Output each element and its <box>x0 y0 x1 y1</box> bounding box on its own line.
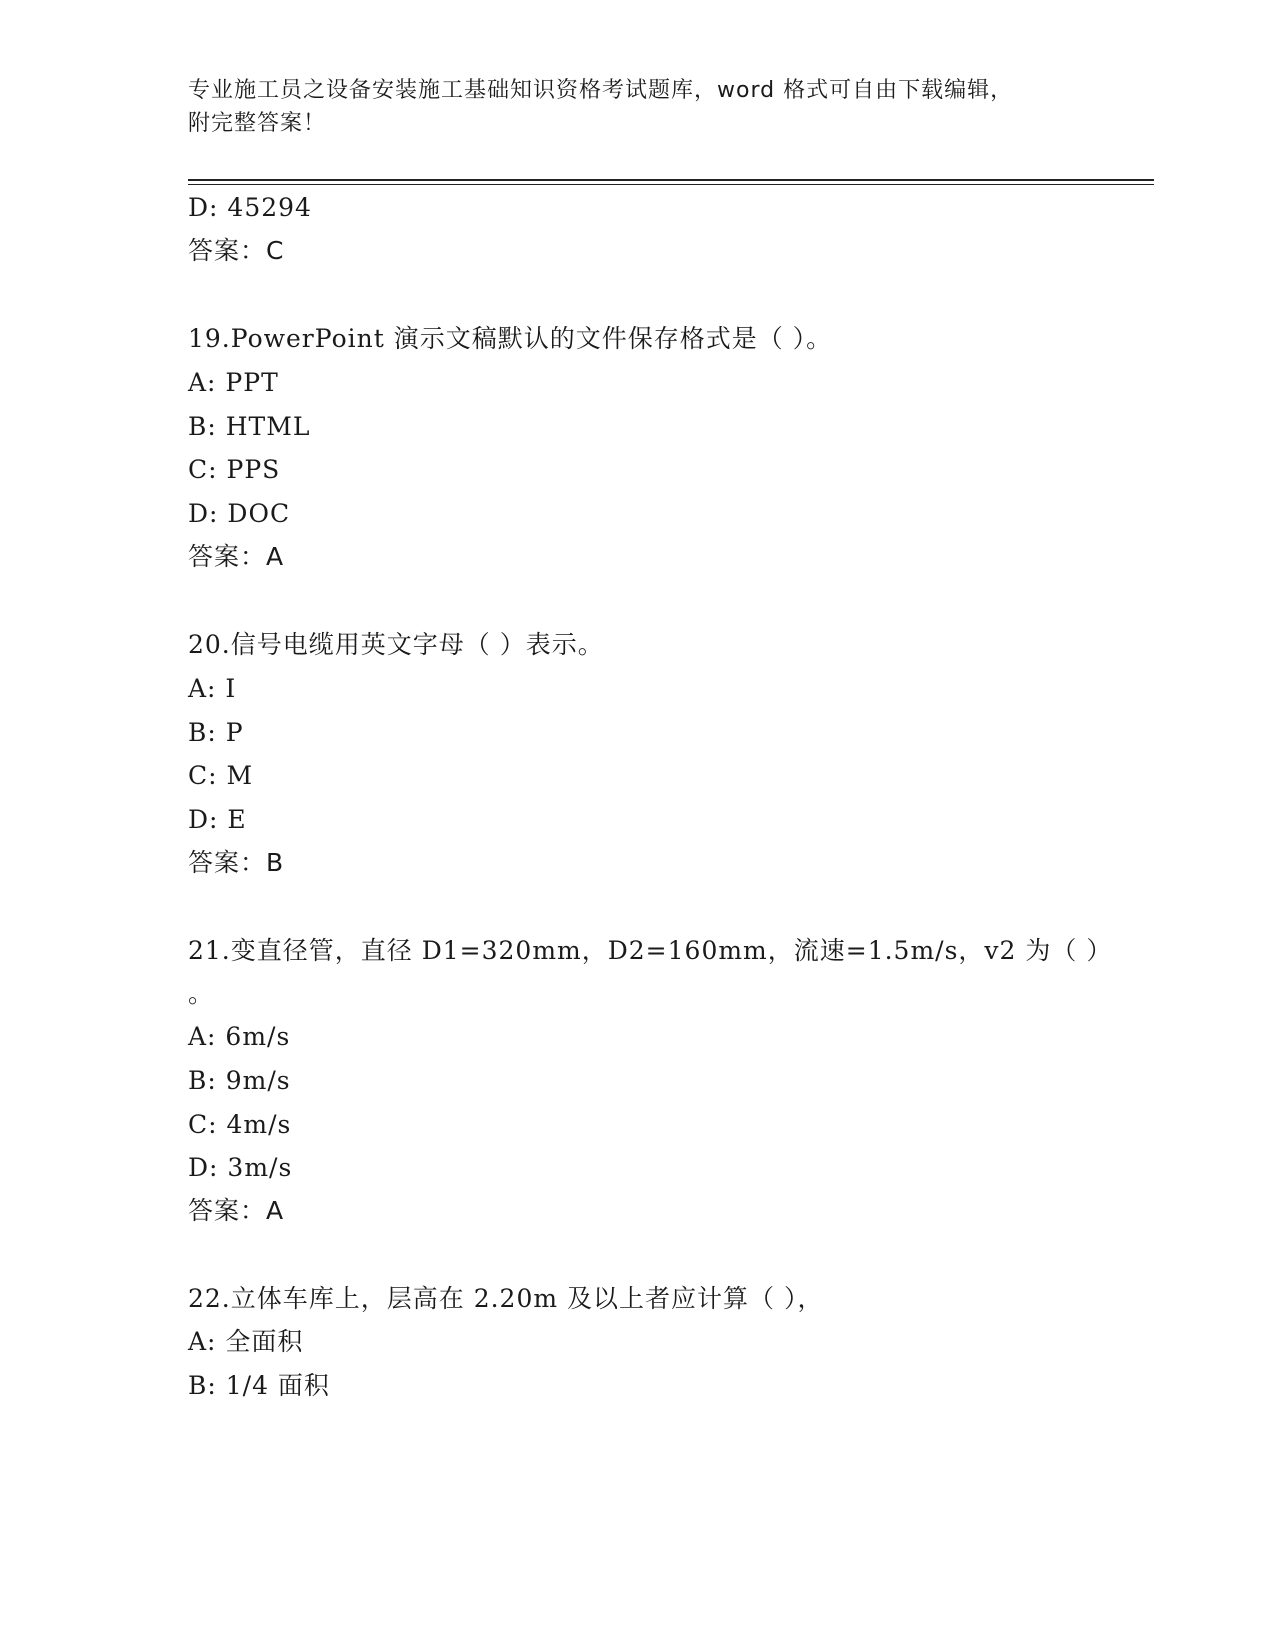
question-21-answer: 答案：A <box>188 1196 285 1225</box>
question-21-option-d: D: 3m/s <box>188 1153 293 1182</box>
answer: 答案：C <box>188 236 285 265</box>
header-divider-thin <box>188 184 1154 185</box>
question-19-option-b: B: HTML <box>188 412 311 441</box>
question-19-answer: 答案：A <box>188 542 285 571</box>
header-divider-thick <box>188 179 1154 181</box>
question-21-option-b: B: 9m/s <box>188 1066 291 1095</box>
question-20-option-d: D: E <box>188 805 247 834</box>
question-21-option-c: C: 4m/s <box>188 1110 292 1139</box>
document-header <box>188 74 1068 140</box>
option-d: D: 45294 <box>188 193 312 222</box>
question-21-option-a: A: 6m/s <box>188 1022 291 1051</box>
question-19-option-c: C: PPS <box>188 455 281 484</box>
question-19-stem: 19.PowerPoint 演示文稿默认的文件保存格式是（ ）。 <box>188 324 833 353</box>
question-19-option-d: D: DOC <box>188 499 291 528</box>
question-19-option-a: A: PPT <box>188 368 279 397</box>
question-20-stem: 20.信号电缆用英文字母（ ）表示。 <box>188 630 604 659</box>
header-line-1: 专业施工员之设备安装施工基础知识资格考试题库，word 格式可自由下载编辑， <box>188 78 1014 103</box>
question-20-option-c: C: M <box>188 761 254 790</box>
header-line-2: 附完整答案！ <box>188 111 327 136</box>
question-22-option-b: B: 1/4 面积 <box>188 1371 330 1400</box>
question-22-stem: 22.立体车库上，层高在 2.20m 及以上者应计算（ ）， <box>188 1284 824 1313</box>
question-20-answer: 答案：B <box>188 848 285 877</box>
question-22-option-a: A: 全面积 <box>188 1327 304 1356</box>
question-20-option-b: B: P <box>188 718 244 747</box>
question-21-stem-continued: 。 <box>188 979 215 1008</box>
question-20-option-a: A: I <box>188 674 237 703</box>
question-21-stem: 21.变直径管，直径 D1=320mm，D2=160mm，流速=1.5m/s，v2 为（ ） <box>188 936 1113 965</box>
